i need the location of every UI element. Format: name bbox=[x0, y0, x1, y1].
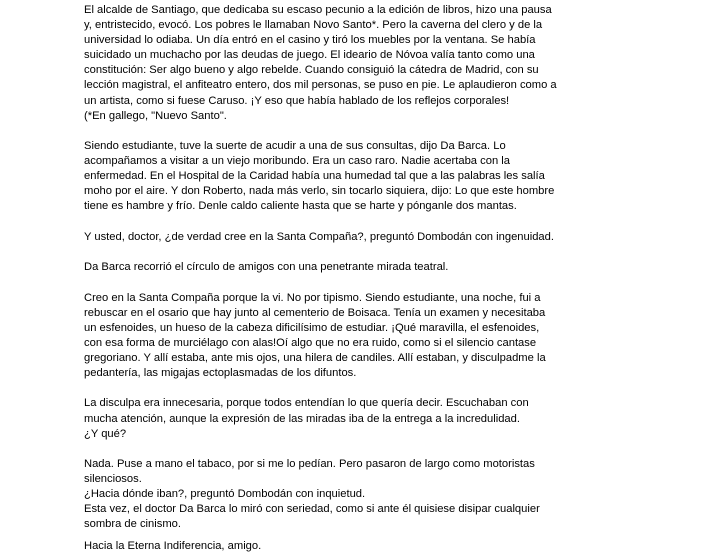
text-line: Hacia la Eterna Indiferencia, amigo. bbox=[84, 539, 262, 552]
text-line: enfermedad. En el Hospital de la Caridad había una humedad tal que a las palabras les salía bbox=[84, 170, 545, 183]
paragraph-spacer bbox=[84, 124, 604, 139]
paragraph-spacer bbox=[84, 442, 604, 457]
text-line: moho por el aire. Y don Roberto, nada más verlo, sin tocarlo siquiera, dijo: Lo que este hombre bbox=[84, 185, 555, 198]
text-line: Nada. Puse a mano el tabaco, por si me lo pedían. Pero pasaron de largo como motoristas bbox=[84, 458, 535, 471]
paragraph-1 bbox=[84, 3, 604, 124]
text-line: mucha atención, aunque la expresión de las miradas iba de la entrega a la incredulidad. bbox=[84, 412, 520, 425]
text-line: con esa forma de murciélago con alas!Oí algo que no era ruido, como si el silencio cantase bbox=[84, 336, 537, 349]
text-line: lección magistral, el anfiteatro entero, dos mil personas, se puso en pie. Le aplaudieron como a bbox=[84, 79, 557, 92]
text-line: sombra de cinismo. bbox=[84, 518, 181, 531]
text-line: tiene es hambre y frío. Denle caldo caliente hasta que se harte y pónganle dos mantas. bbox=[84, 200, 517, 213]
text-line: La disculpa era innecesaria, porque todos entendían lo que quería decir. Escuchaban con bbox=[84, 397, 529, 410]
paragraph-spacer bbox=[84, 381, 604, 396]
text-line: ¿Hacia dónde iban?, preguntó Dombodán con inquietud. bbox=[84, 488, 366, 501]
paragraph-spacer bbox=[84, 215, 604, 230]
text-line: Siendo estudiante, tuve la suerte de acudir a una de sus consultas, dijo Da Barca. Lo bbox=[84, 140, 506, 153]
paragraph-5 bbox=[84, 291, 604, 382]
paragraph-4 bbox=[84, 260, 604, 275]
paragraph-spacer bbox=[84, 275, 604, 290]
text-line: y, entristecido, evocó. Los pobres le llamaban Novo Santo*. Pero la caverna del clero y de la bbox=[84, 19, 543, 32]
paragraph-7 bbox=[84, 457, 604, 532]
text-line: Esta vez, el doctor Da Barca lo miró con seriedad, como si ante él quisiese disipar cualquier bbox=[84, 503, 540, 516]
paragraph-2 bbox=[84, 139, 604, 214]
paragraph-spacer bbox=[84, 245, 604, 260]
document-page bbox=[84, 3, 604, 554]
text-line: ¿Y qué? bbox=[84, 427, 127, 440]
text-line: El alcalde de Santiago, que dedicaba su escaso pecunio a la edición de libros, hizo una pausa bbox=[84, 4, 552, 16]
text-line: Y usted, doctor, ¿de verdad cree en la Santa Compaña?, preguntó Dombodán con ingenuidad. bbox=[84, 230, 554, 243]
paragraph-6 bbox=[84, 396, 604, 441]
text-line: Creo en la Santa Compaña porque la vi. No por tipismo. Siendo estudiante, una noche, fui a bbox=[84, 291, 541, 304]
text-line: suicidado un muchacho por las deudas de juego. El ideario de Nóvoa valía tanto como una bbox=[84, 49, 535, 62]
text-line: silenciosos. bbox=[84, 473, 142, 486]
text-line: constitución: Ser algo bueno y algo rebelde. Cuando consiguió la cátedra de Madrid, con su bbox=[84, 64, 539, 77]
text-line: pedantería, las migajas ectoplasmadas de los difuntos. bbox=[84, 367, 357, 380]
text-line: Da Barca recorrió el círculo de amigos con una penetrante mirada teatral. bbox=[84, 261, 449, 274]
footnote-line: (*En gallego, "Nuevo Santo". bbox=[84, 109, 227, 122]
text-line: universidad lo odiaba. Un día entró en el casino y tiró los muebles por la ventana. Se había bbox=[84, 34, 536, 47]
text-line: acompañamos a visitar a un viejo moribundo. Era un caso raro. Nadie acertaba con la bbox=[84, 155, 510, 168]
paragraph-8 bbox=[84, 539, 604, 554]
paragraph-3 bbox=[84, 230, 604, 245]
text-line: un artista, como si fuese Caruso. ¡Y eso que había hablado de los reflejos corporales! bbox=[84, 94, 510, 107]
text-line: rebuscar en el osario que hay junto al cementerio de Boisaca. Tenía un examen y necesitaba bbox=[84, 306, 546, 319]
text-line: gregoriano. Y allí estaba, ante mis ojos, una hilera de candiles. Allí estaban, y disculpadme la bbox=[84, 351, 546, 364]
text-line: un esfenoides, un hueso de la cabeza dificilísimo de estudiar. ¡Qué maravilla, el esfenoides, bbox=[84, 321, 540, 334]
